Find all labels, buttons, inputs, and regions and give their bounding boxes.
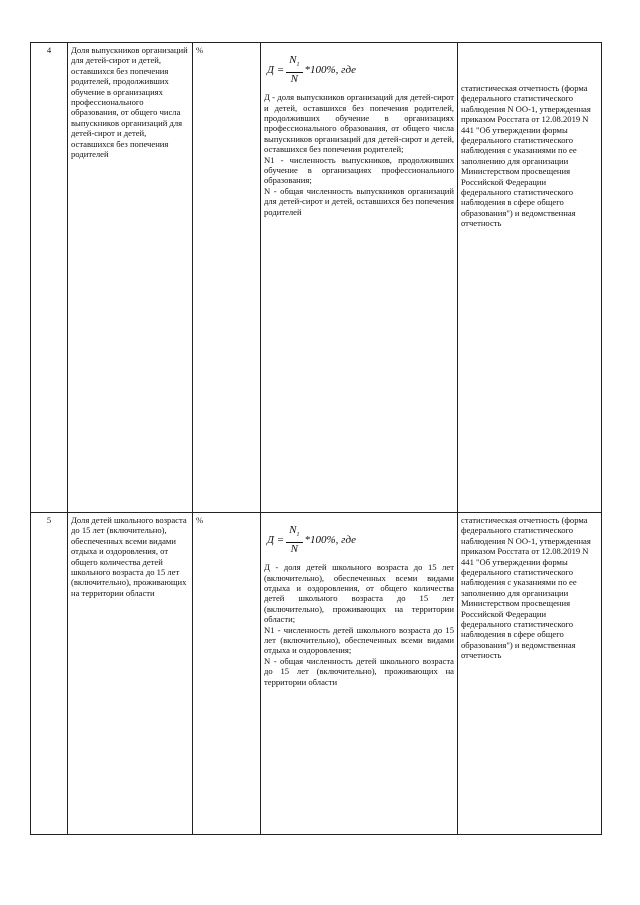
calculation-method <box>261 513 458 835</box>
definition-item: N1 - численность детей школьного возраста до 15 лет (включительно), обеспеченных всеми видами отдыха и оздоровления; <box>264 624 454 656</box>
indicator-name: Доля детей школьного возраста до 15 лет (включительно), обеспеченных всеми видами отдыха и оздоровления, от общего количества детей школьного возраста до 15 лет (включительно), проживающих на территории области <box>68 513 193 835</box>
table-row <box>31 513 602 835</box>
formula-lhs: Д = <box>267 63 285 76</box>
definitions <box>264 562 454 687</box>
formula-numerator: $N_1$ <box>286 54 302 73</box>
indicator-name: Доля выпускников организаций для детей-сирот и детей, оставшихся без попечения родителей, продолживших обучение в организациях профессионального образования, от общего числа выпускников организаций для детей-сирот и детей, оставшихся без попечения родителей <box>68 43 193 513</box>
formula <box>267 54 454 86</box>
formula-fraction <box>286 524 302 556</box>
data-source: статистическая отчетность (форма федерального статистического наблюдения N ОО-1, утвержденная приказом Росстата от 12.08.2019 N 441 "Об утверждении формы федерального статистического наблюдения с указаниями по ее заполнению для организации Министерством просвещения Российской Федерации федерального статистического наблюдения в сфере общего образования") и ведомственная отчетность <box>458 513 602 835</box>
definition-item: N - общая численность детей школьного возраста до 15 лет (включительно), проживающих на территории области <box>264 655 454 687</box>
row-number: 4 <box>31 43 68 513</box>
data-source: статистическая отчетность (форма федерального статистического наблюдения N ОО-1, утвержденная приказом Росстата от 12.08.2019 N 441 "Об утверждении формы федерального статистического наблюдения с указаниями по ее заполнению для организации Министерством просвещения Российской Федерации федерального статистического наблюдения в сфере общего образования") и ведомственная отчетность <box>458 43 602 513</box>
formula-lhs: Д = <box>267 533 285 546</box>
formula-denominator: N <box>290 73 299 86</box>
definition-item: Д - доля выпускников организаций для детей-сирот и детей, оставшихся без попечения родителей, продолживших обучение в организациях профессионального образования, от общего числа выпускников организаций для детей-сирот и детей, оставшихся без попечения родителей; <box>264 92 454 155</box>
definition-item: Д - доля детей школьного возраста до 15 лет (включительно), обеспеченных всеми видами отдыха и оздоровления, от общего количества детей школьного возраста до 15 лет (включительно), проживающих на территории области; <box>264 562 454 625</box>
formula-rhs: *100%, где <box>304 63 357 76</box>
definition-item: N - общая численность выпускников организаций для детей-сирот и детей, оставшихся без попечения родителей <box>264 185 454 217</box>
formula <box>267 524 454 556</box>
formula-rhs: *100%, где <box>304 533 357 546</box>
definitions <box>264 92 454 217</box>
unit-cell: % <box>193 43 261 513</box>
definition-item: N1 - численность выпускников, продолживших обучение в организациях профессионального образования; <box>264 154 454 186</box>
formula-numerator: $N_1$ <box>286 524 302 543</box>
unit-cell: % <box>193 513 261 835</box>
formula-denominator: N <box>290 543 299 556</box>
formula-fraction <box>286 54 302 86</box>
row-number: 5 <box>31 513 68 835</box>
table-row <box>31 43 602 513</box>
indicators-table <box>30 42 602 835</box>
calculation-method <box>261 43 458 513</box>
